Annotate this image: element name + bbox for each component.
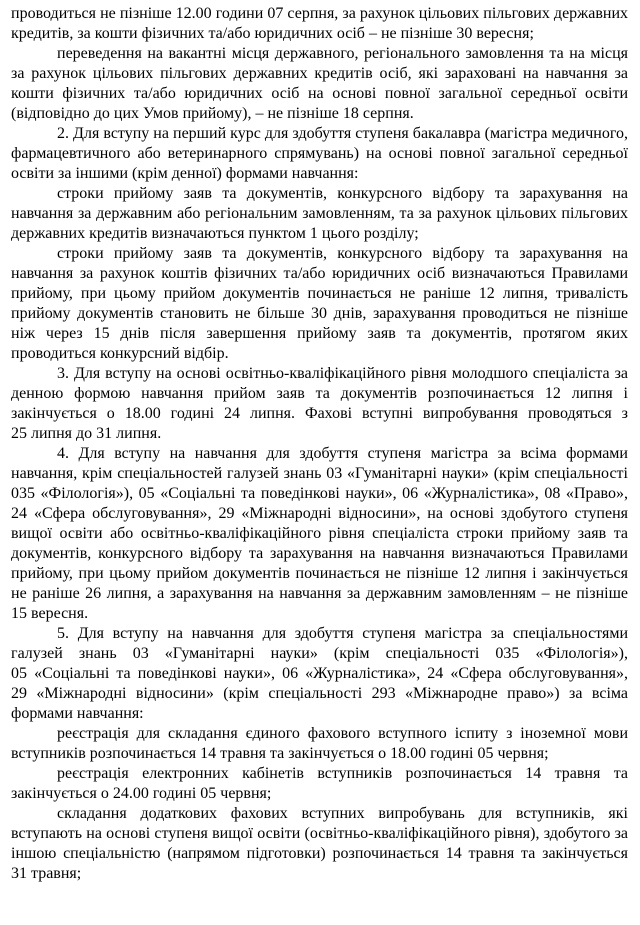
paragraph-item-2: 2. Для вступу на перший курс для здобуття ступеня бакалавра (магістра медичного, фармацевтичного або ветеринарного спрямувань) на основі повної загальної середньої освіти за іншими (крім денної) формами навчання: (11, 125, 628, 182)
paragraph-item-2-clause-2: строки прийому заяв та документів, конкурсного відбору та зарахування на навчання за рахунок коштів фізичних та/або юридичних осіб визначаються Правилами прийому, при цьому прийом документів починається не раніше 12 липня, тривалість прийому документів становить не більше 30 днів, зарахування проводиться не пізніше ніж через 15 днів після завершення прийому заяв та документів, протягом яких проводиться конкурсний відбір. (11, 245, 628, 362)
paragraph-item-5-clause-2: реєстрація електронних кабінетів вступників розпочинається 14 травня та закінчується о 24.00 годині 05 червня; (11, 765, 628, 802)
paragraph-item-3: 3. Для вступу на основі освітньо-кваліфікаційного рівня молодшого спеціаліста за денною формою навчання прийом заяв та документів розпочинається 12 липня і закінчується о 18.00 годині 24 липня. Фахові вступні випробування проводяться з 25 липня до 31 липня. (11, 365, 628, 442)
paragraph-item-2-clause-1: строки прийому заяв та документів, конкурсного відбору та зарахування на навчання за державним або регіональним замовленням, та за рахунок цільових пільгових державних кредитів визначаються пунктом 1 цього розділу; (11, 185, 628, 242)
paragraph-item-5-clause-3: складання додаткових фахових вступних випробувань для вступників, які вступають на основі ступеня вищої освіти (освітньо-кваліфікаційного рівня), здобутого за іншою спеціальністю (напрямом підготовки) розпочинається 14 травня та закінчується 31 травня; (11, 805, 628, 882)
paragraph-continuation: проводиться не пізніше 12.00 години 07 серпня, за рахунок цільових пільгових державних кредитів, за кошти фізичних та/або юридичних осіб – не пізніше 30 вересня; (11, 5, 628, 42)
paragraph-item-5: 5. Для вступу на навчання для здобуття ступеня магістра за спеціальностями галузей знань 03 «Гуманітарні науки» (крім спеціальності 035 «Філологія»), 05 «Соціальні та поведінкові науки», 06 «Журналістика», 24 «Сфера обслуговування», 29 «Міжнародні відносини» (крім спеціальності 293 «Міжнародне право») за всіма формами навчання: (11, 625, 628, 722)
paragraph-transfer-clause: переведення на вакантні місця державного, регіонального замовлення та на місця за рахунок цільових пільгових державних кредитів осіб, які зараховані на навчання за кошти фізичних та/або юридичних осіб на основі повної загальної середньої освіти (відповідно до цих Умов прийому), – не пізніше 18 серпня. (11, 45, 628, 122)
paragraph-item-4: 4. Для вступу на навчання для здобуття ступеня магістра за всіма формами навчання, крім спеціальностей галузей знань 03 «Гуманітарні науки» (крім спеціальності 035 «Філологія»), 05 «Соціальні та поведінкові науки», 06 «Журналістика», 08 «Право», 24 «Сфера обслуговування», 29 «Міжнародні відносини», на основі здобутого ступеня вищої освіти або освітньо-кваліфікаційного рівня спеціаліста строки прийому заяв та документів, конкурсного відбору та зарахування на навчання визначаються Правилами прийому, при цьому прийом документів починається не пізніше 12 липня і закінчується не раніше 26 липня, а зарахування на навчання за державним замовленням – не пізніше 15 вересня. (11, 445, 628, 622)
paragraph-item-5-clause-1: реєстрація для складання єдиного фахового вступного іспиту з іноземної мови вступників розпочинається 14 травня та закінчується о 18.00 годині 05 червня; (11, 725, 628, 762)
